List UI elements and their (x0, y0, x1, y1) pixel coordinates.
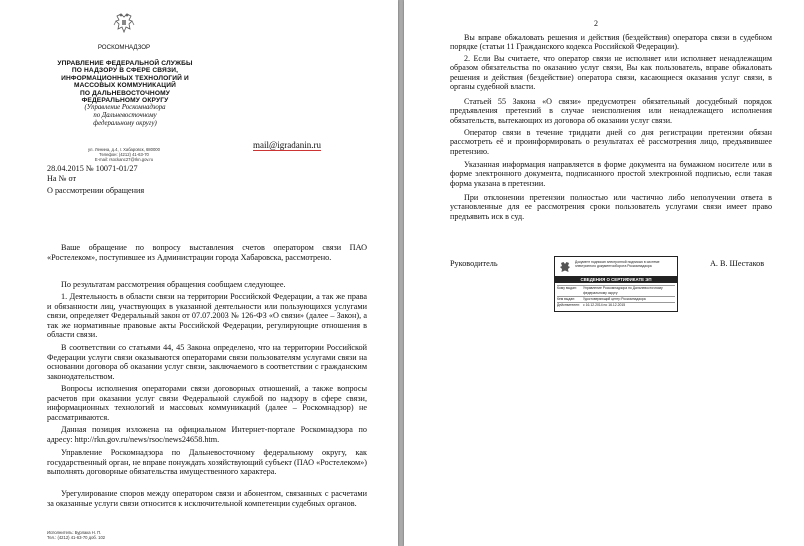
org-italic-line: (Управление Роскомнадзора (84, 104, 166, 112)
paragraph: Управление Роскомнадзора по Дальневосточному федеральному округу, как государственный орган, не вправе понуждать хозяйствующий субъект (ПАО «Ростелеком») выполнять договорные обязательства имущественного характера. (47, 448, 367, 477)
paragraph: 1. Деятельность в области связи на территории Российской Федерации, а так же права и обязанности лиц, участвующих в указанной деятельности или пользующихся услугами связи, определяет Федеральный закон от 07.07.2003 № 126-ФЗ «О связи» (далее – Закон), а так же нормативные правовые акты Российской Федерации, регулирующие отношения в области связи. (47, 292, 367, 340)
paragraph: Урегулирование споров между оператором связи и абонентом, связанных с расчетами за оказанные услуги связи относится к исключительной компетенции судебных органов. (47, 489, 367, 508)
document-page-2 (404, 0, 804, 546)
stamp-row-value: Удостоверяющий центр Роскомнадзора (583, 297, 646, 301)
org-italic-line: федеральному округу) (93, 119, 157, 127)
paragraph: Вы вправе обжаловать решения и действия (бездействия) оператора связи в судебном порядке (статьи 11 Гражданского кодекса Российской Федерации). (450, 33, 772, 52)
address-line: E-mail: rsockanc27@rkn.gov.ru (94, 157, 154, 162)
footer-line: Исполнитель: Бурлака Н. П. (47, 530, 102, 535)
stamp-row (557, 285, 675, 296)
org-address (64, 147, 184, 162)
footer (47, 530, 105, 540)
address-line: Телефон: (4212) 41-63-70 (99, 152, 149, 157)
stamp-row-value: с 16.12.2014 по 16.12.2015 (583, 303, 626, 307)
footer-line: Тел.: (4212) 41-63-70 доб. 102 (47, 535, 106, 540)
organization-name (52, 60, 198, 127)
stamp-emblem-icon (558, 260, 572, 274)
stamp-rows (557, 285, 675, 308)
signer-name: А. В. Шестаков (710, 259, 765, 268)
stamp-row-value: Управление Роскомнадзора по Дальневосточному федеральному округу (583, 286, 663, 295)
org-line: МАССОВЫХ КОММУНИКАЦИЙ (74, 82, 176, 90)
agency-short-name: РОСКОМНАДЗОР (97, 44, 151, 51)
ref-line: На № от (47, 173, 77, 183)
paragraph: Ваше обращение по вопросу выставления счетов оператором связи ПАО «Ростелеком», поступившее из Администрации города Хабаровска, рассмотрено. (47, 243, 367, 262)
paragraph: По результатам рассмотрения обращения сообщаем следующее. (61, 280, 286, 289)
paragraph: 2. Если Вы считаете, что оператор связи не исполняет или исполняет ненадлежащим образом обязательства по оказанию услуг связи, Вы как пользователь, вправе обжаловать решения и действия (бездействие) оператора связи, касающиеся оказания услуг связи, в органы судебной власти. (450, 54, 772, 92)
coat-of-arms-icon (113, 11, 135, 35)
org-line: ИНФОРМАЦИОННЫХ ТЕХНОЛОГИЙ И (61, 74, 189, 82)
date-number-line: 28.04.2015 № 10071-01/27 (47, 164, 138, 173)
paragraph: При отклонении претензии полностью или частично либо неполучении ответа в установленные для ее рассмотрения сроки пользователь услугами связи имеет право предъявить иск в суд. (450, 193, 772, 221)
stamp-row-key: Кому выдан: (557, 286, 577, 290)
stamp-row (557, 302, 675, 308)
org-line: УПРАВЛЕНИЕ ФЕДЕРАЛЬНОЙ СЛУЖБЫ (57, 60, 193, 67)
paragraph: Указанная информация направляется в форме документа на бумажном носителе или в форме электронного документа, подписанного простой электронной подписью, если такая форма указана в претензии. (450, 160, 772, 188)
subject-line: О рассмотрении обращения (47, 186, 145, 196)
stamp-row-key: Кем выдан: (557, 297, 576, 301)
page-number: 2 (594, 19, 598, 28)
org-line: ПО НАДЗОРУ В СФЕРЕ СВЯЗИ, (71, 67, 179, 75)
document-page-1 (0, 0, 398, 546)
signer-title: Руководитель (450, 259, 498, 268)
paragraph: В соответствии со статьями 44, 45 Закона определено, что на территории Российской Федерации услуги связи оказываются операторами связи пользователям услугами связи на основании договора об оказании услуг связи, заключаемого в соответствии с гражданским законодательством. (47, 343, 367, 381)
paragraph: Данная позиция изложена на официальном Интернет-портале Роскомнадзора по адресу: http://rkn.gov.ru/news/rsoc/news24658.htm. (47, 425, 367, 444)
paragraph: Оператор связи в течение тридцати дней со дня регистрации претензии обязан рассмотреть её и проинформировать о результатах её рассмотрения лицо, предъявившее претензию. (450, 128, 772, 156)
date-number (47, 164, 144, 196)
signature-stamp (554, 256, 678, 312)
org-line: ПО ДАЛЬНЕВОСТОЧНОМУ (79, 89, 171, 97)
recipient-email: mail@igradanin.ru (253, 140, 322, 150)
stamp-header: СВЕДЕНИЯ О СЕРТИФИКАТЕ ЭП (555, 276, 677, 283)
org-italic-line: по Дальневосточному (93, 112, 157, 120)
stamp-top-text: Документ подписан электронной подписью в системе электронного документооборота Роскомнадзора (575, 260, 660, 269)
org-line: ФЕДЕРАЛЬНОМУ ОКРУГУ (81, 97, 169, 105)
paragraph: Статьей 55 Закона «О связи» предусмотрен обязательный досудебный порядок предъявления претензий в случае неисполнения или ненадлежащего исполнения обязательств, вытекающих из договора об оказании услуг связи. (450, 97, 772, 125)
address-line: ул. Ленина, д.4, г. Хабаровск, 680000 (88, 147, 160, 152)
stamp-row-key: Действителен: (557, 303, 580, 307)
paragraph: Вопросы исполнения операторами связи договорных отношений, а также вопросы расчетов при оказании услуг связи Федеральной службой по надзору в сфере связи, информационных технологий и массовых коммуникаций (далее – Роскомнадзор) не рассматриваются. (47, 384, 367, 422)
